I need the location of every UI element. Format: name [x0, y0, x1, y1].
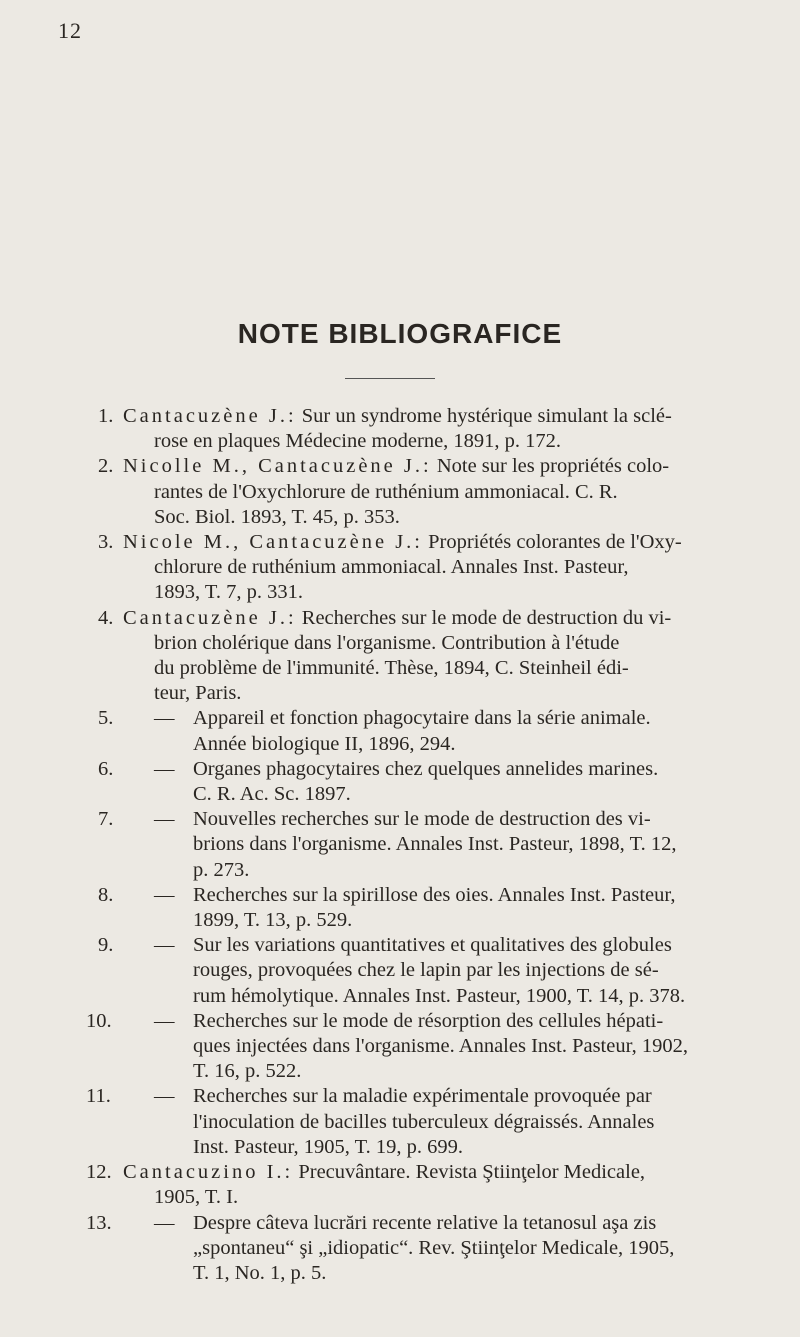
entry-text: p. 273.: [193, 858, 250, 881]
entry-text: rouges, provoquées chez le lapin par les injections de sé-: [193, 959, 659, 982]
entry-number: 4.: [98, 606, 114, 629]
entry-number: 12.: [86, 1161, 112, 1184]
page-title: NOTE BIBLIOGRAFICE: [237, 318, 563, 349]
bibliography-entry: [98, 933, 763, 1009]
entry-text: Propriétés colorantes de l'Oxy-: [428, 531, 682, 554]
ditto-dash: —: [154, 883, 175, 906]
ditto-dash: —: [154, 757, 175, 780]
bibliography-entry: [98, 757, 763, 807]
bibliography-entry: [98, 454, 763, 530]
entry-author: Cantacuzino I.:: [123, 1161, 294, 1184]
ditto-dash: —: [154, 707, 175, 730]
entry-author: Nicole M., Cantacuzène J.:: [123, 531, 424, 554]
entry-author: Cantacuzène J.:: [123, 405, 297, 427]
entry-text: brion cholérique dans l'organisme. Contribution à l'étude: [154, 631, 620, 654]
bibliography-entry: [98, 606, 763, 707]
entry-text: „spontaneu“ şi „idiopatic“. Rev. Ştiinţelor Medicale, 1905,: [193, 1236, 675, 1259]
bibliography-entry: [86, 1084, 763, 1160]
entry-text: Sur les variations quantitatives et qualitatives des globules: [193, 934, 672, 957]
entry-text: Sur un syndrome hystérique simulant la sclé-: [301, 405, 672, 427]
bibliography-entry: [98, 530, 763, 606]
title-divider: [345, 378, 435, 379]
bibliography-entry: [86, 1160, 763, 1210]
entry-text: ques injectées dans l'organisme. Annales Inst. Pasteur, 1902,: [193, 1035, 688, 1058]
entry-text: Recherches sur la spirillose des oies. Annales Inst. Pasteur,: [193, 883, 676, 906]
ditto-dash: —: [154, 1085, 175, 1108]
entry-text: chlorure de ruthénium ammoniacal. Annales Inst. Pasteur,: [154, 556, 629, 579]
entry-text: Organes phagocytaires chez quelques annelides marines.: [193, 757, 659, 780]
ditto-dash: —: [154, 1009, 175, 1032]
bibliography-entry: [98, 404, 763, 454]
entry-text: Appareil et fonction phagocytaire dans la série animale.: [193, 707, 651, 730]
entry-number: 3.: [98, 531, 114, 554]
entry-text: 1893, T. 7, p. 331.: [154, 581, 304, 604]
entry-author: Cantacuzène J.:: [123, 606, 297, 629]
entry-text: Nouvelles recherches sur le mode de destruction des vi-: [193, 808, 651, 831]
entry-number: 5.: [98, 707, 114, 730]
entry-text: l'inoculation de bacilles tuberculeux dégraissés. Annales: [193, 1110, 655, 1133]
entry-author: Nicolle M., Cantacuzène J.:: [123, 455, 432, 478]
entry-text: rum hémolytique. Annales Inst. Pasteur, 1900, T. 14, p. 378.: [193, 984, 686, 1007]
entry-text: brions dans l'organisme. Annales Inst. Pasteur, 1898, T. 12,: [193, 833, 677, 856]
entry-number: 1.: [98, 405, 114, 427]
entry-text: C. R. Ac. Sc. 1897.: [193, 783, 351, 806]
entry-text: rantes de l'Oxychlorure de ruthénium ammoniacal. C. R.: [154, 480, 618, 503]
ditto-dash: —: [154, 934, 175, 957]
entry-text: Soc. Biol. 1893, T. 45, p. 353.: [154, 505, 400, 528]
entry-text: Note sur les propriétés colo-: [436, 455, 670, 478]
bibliography-list: [86, 404, 763, 1286]
entry-number: 2.: [98, 455, 114, 478]
entry-text: Inst. Pasteur, 1905, T. 19, p. 699.: [193, 1135, 464, 1158]
entry-text: 1905, T. I.: [154, 1186, 239, 1209]
entry-text: T. 1, No. 1, p. 5.: [193, 1261, 327, 1284]
entry-text: Recherches sur le mode de résorption des cellules hépati-: [193, 1009, 664, 1032]
bibliography-entry: [98, 883, 763, 933]
entry-number: 11.: [86, 1085, 111, 1108]
bibliography-entry: [98, 706, 763, 756]
entry-text: Despre câteva lucrări recente relative la tetanosul aşa zis: [193, 1211, 657, 1234]
entry-number: 13.: [86, 1211, 112, 1234]
page-number: 12: [58, 18, 82, 43]
bibliography-entry: [86, 1211, 763, 1287]
entry-number: 6.: [98, 757, 114, 780]
entry-text: du problème de l'immunité. Thèse, 1894, C. Steinheil édi-: [154, 657, 629, 680]
bibliography-entry: [86, 1009, 763, 1085]
ditto-dash: —: [154, 808, 175, 831]
entry-text: Année biologique II, 1896, 294.: [193, 732, 456, 755]
entry-text: Recherches sur la maladie expérimentale provoquée par: [193, 1085, 652, 1108]
entry-number: 8.: [98, 883, 114, 906]
entry-number: 7.: [98, 808, 114, 831]
entry-text: rose en plaques Médecine moderne, 1891, p. 172.: [154, 430, 562, 453]
entry-number: 10.: [86, 1009, 112, 1032]
entry-text: T. 16, p. 522.: [193, 1060, 302, 1083]
ditto-dash: —: [154, 1211, 175, 1234]
entry-text: Recherches sur le mode de destruction du vi-: [301, 606, 672, 629]
bibliography-entry: [98, 807, 763, 883]
entry-number: 9.: [98, 934, 114, 957]
entry-text: 1899, T. 13, p. 529.: [193, 909, 353, 932]
entry-text: teur, Paris.: [154, 682, 242, 705]
entry-text: Precuvântare. Revista Ştiinţelor Medicale,: [298, 1161, 646, 1184]
